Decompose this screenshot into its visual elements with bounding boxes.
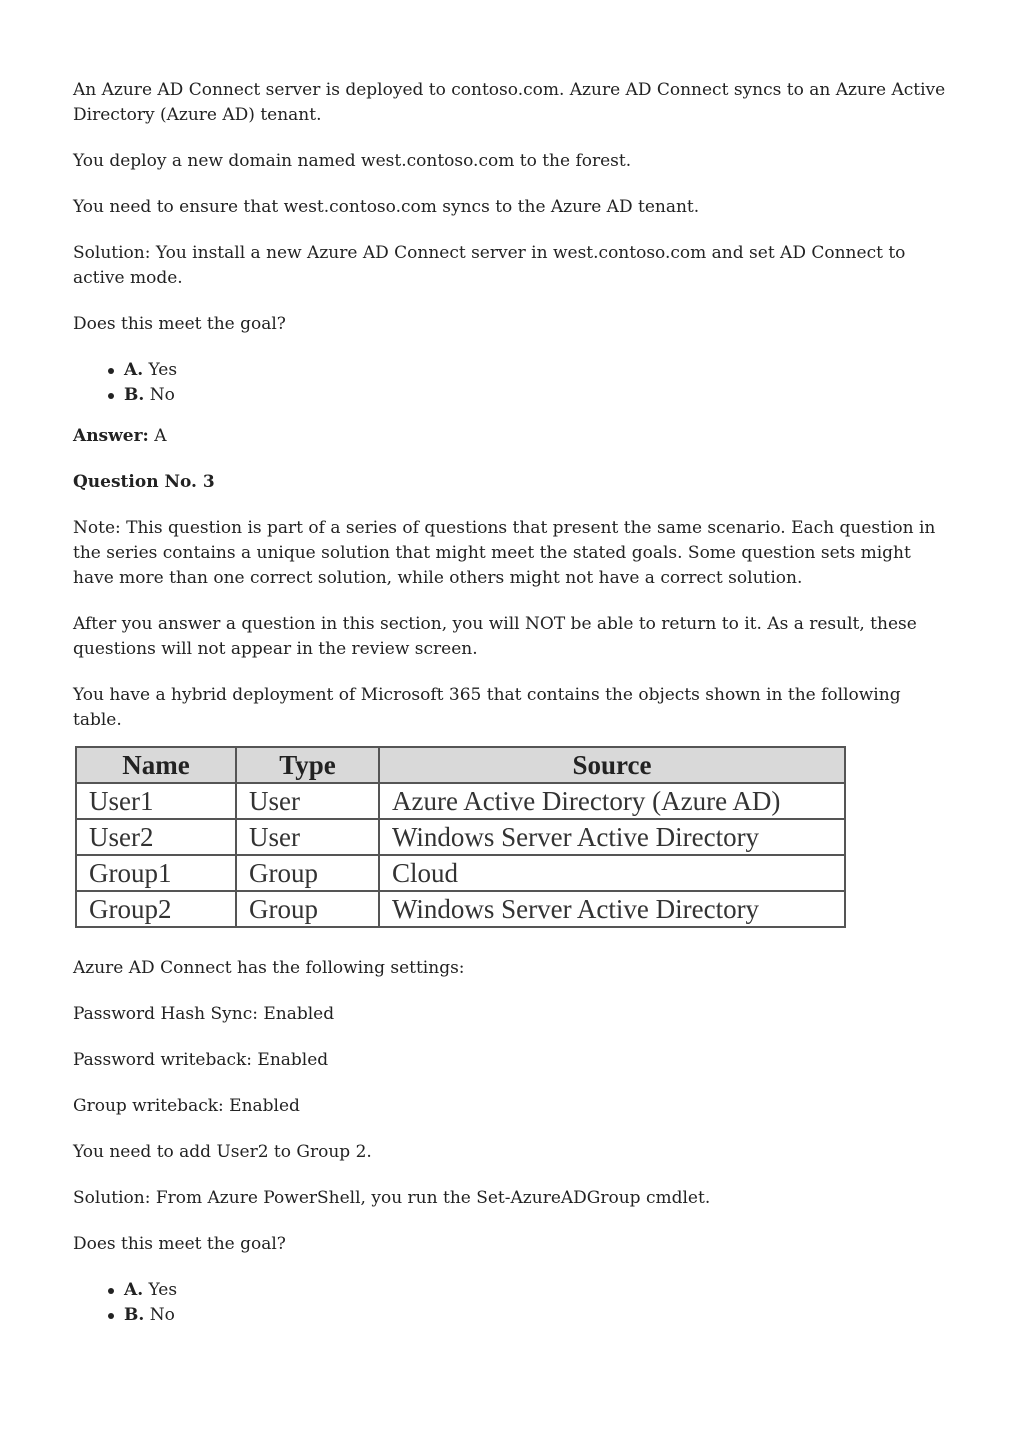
q3-solution: Solution: From Azure PowerShell, you run the Set-AzureADGroup cmdlet.: [73, 1188, 711, 1208]
q2-paragraph-1: An Azure AD Connect server is deployed to contoso.com. Azure AD Connect syncs to an Azure Active Directory (Azure AD) tenant.: [73, 80, 946, 125]
setting-group-writeback: Group writeback: Enabled: [73, 1096, 300, 1116]
cell-type: Group: [236, 855, 379, 891]
objects-table: [75, 746, 846, 928]
cell-type: Group: [236, 891, 379, 927]
q3-settings-intro: Azure AD Connect has the following settings:: [73, 958, 465, 978]
q3-intro: You have a hybrid deployment of Microsoft 365 that contains the objects shown in the following table.: [73, 685, 901, 730]
cell-source: Windows Server Active Directory: [379, 819, 845, 855]
option-key: A.: [124, 1280, 144, 1300]
option-text: No: [144, 385, 175, 405]
answer-label: Answer:: [73, 426, 149, 446]
option-key: B.: [124, 385, 145, 405]
cell-name: User1: [76, 783, 236, 819]
q2-answer: [73, 424, 953, 449]
cell-name: User2: [76, 819, 236, 855]
q2-option-b: [124, 383, 953, 408]
q2-solution: Solution: You install a new Azure AD Connect server in west.contoso.com and set AD Connect to active mode.: [73, 243, 906, 288]
cell-name: Group1: [76, 855, 236, 891]
cell-source: Cloud: [379, 855, 845, 891]
q3-warning: After you answer a question in this section, you will NOT be able to return to it. As a result, these questions will not appear in the review screen.: [73, 614, 917, 659]
header-type: Type: [236, 747, 379, 783]
option-text: Yes: [143, 1280, 178, 1300]
cell-source: Azure Active Directory (Azure AD): [379, 783, 845, 819]
table-row: [76, 855, 845, 891]
cell-type: User: [236, 783, 379, 819]
option-text: Yes: [143, 360, 178, 380]
q3-option-b: [124, 1303, 953, 1328]
q2-option-a: [124, 358, 953, 383]
cell-source: Windows Server Active Directory: [379, 891, 845, 927]
table-row: [76, 891, 845, 927]
q2-question: Does this meet the goal?: [73, 314, 286, 334]
cell-name: Group2: [76, 891, 236, 927]
q3-question: Does this meet the goal?: [73, 1234, 286, 1254]
option-key: B.: [124, 1305, 145, 1325]
q3-options-list: [73, 1278, 953, 1328]
q2-options-list: [73, 358, 953, 408]
setting-password-writeback: Password writeback: Enabled: [73, 1050, 329, 1070]
setting-password-hash-sync: Password Hash Sync: Enabled: [73, 1004, 335, 1024]
table-row: [76, 783, 845, 819]
cell-type: User: [236, 819, 379, 855]
q3-heading: Question No. 3: [73, 472, 215, 492]
document-content: [73, 78, 953, 1344]
q3-option-a: [124, 1278, 953, 1303]
q3-note: Note: This question is part of a series of questions that present the same scenario. Each question in the series contains a unique solution that might meet the stated goals. Some question sets might have more than one correct solution, while others might not have a correct solution.: [73, 518, 936, 588]
option-key: A.: [124, 360, 144, 380]
header-source: Source: [379, 747, 845, 783]
q2-paragraph-2: You deploy a new domain named west.contoso.com to the forest.: [73, 151, 632, 171]
q3-requirement: You need to add User2 to Group 2.: [73, 1142, 372, 1162]
option-text: No: [144, 1305, 175, 1325]
answer-value: A: [148, 426, 167, 446]
q2-paragraph-3: You need to ensure that west.contoso.com syncs to the Azure AD tenant.: [73, 197, 700, 217]
header-name: Name: [76, 747, 236, 783]
table-row: [76, 819, 845, 855]
table-header-row: [76, 747, 845, 783]
